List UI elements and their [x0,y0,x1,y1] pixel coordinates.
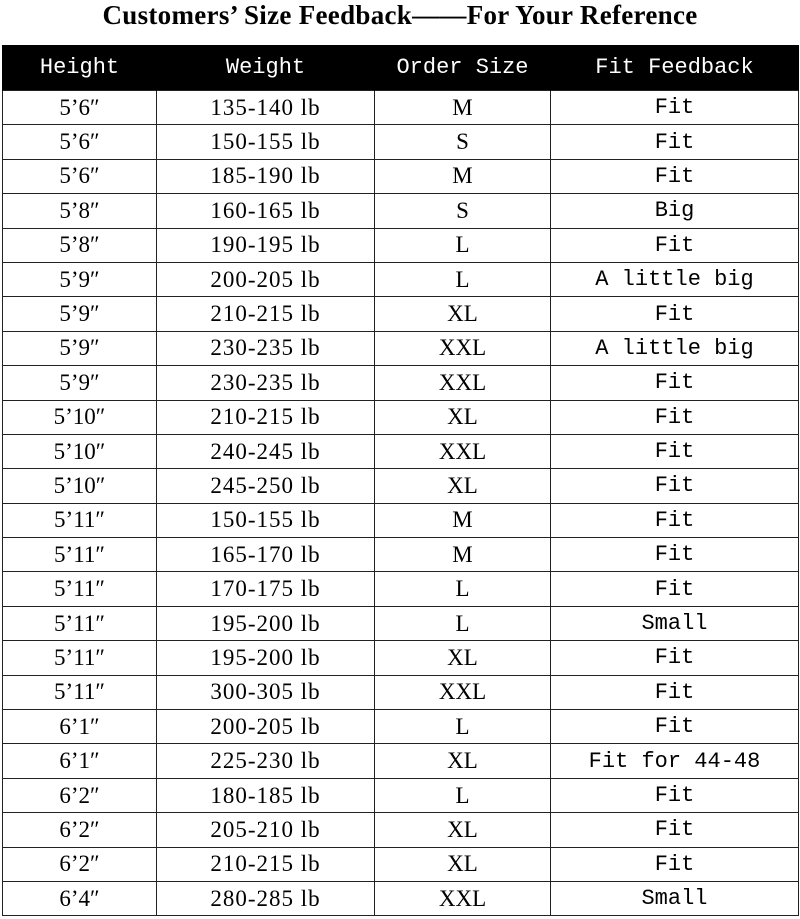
header-order-size: Order Size [375,45,551,91]
order-size-cell: L [375,606,551,640]
fit-feedback-cell: Fit [551,778,799,812]
height-cell: 5’9″ [3,366,157,400]
header-height: Height [3,45,157,91]
order-size-cell: M [375,538,551,572]
fit-feedback-cell: Fit [551,91,799,125]
weight-cell: 280-285 lb [157,881,375,915]
fit-feedback-cell: Fit [551,538,799,572]
order-size-cell: XL [375,813,551,847]
weight-cell: 225-230 lb [157,744,375,778]
height-cell: 5’6″ [3,159,157,193]
fit-feedback-cell: Fit [551,434,799,468]
height-cell: 5’8″ [3,194,157,228]
table-row [3,744,799,778]
height-cell: 5’10″ [3,434,157,468]
height-cell: 5’11″ [3,503,157,537]
table-row [3,538,799,572]
table-row [3,125,799,159]
fit-feedback-cell: Fit [551,125,799,159]
header-row [3,45,799,91]
order-size-cell: XL [375,744,551,778]
table-row [3,641,799,675]
order-size-cell: L [375,778,551,812]
order-size-cell: XXL [375,366,551,400]
table-row [3,400,799,434]
header-weight: Weight [157,45,375,91]
height-cell: 6’4″ [3,881,157,915]
fit-feedback-cell: Small [551,881,799,915]
height-cell: 6’2″ [3,778,157,812]
order-size-cell: L [375,262,551,296]
table-row [3,813,799,847]
weight-cell: 160-165 lb [157,194,375,228]
table-row [3,675,799,709]
table-row [3,847,799,881]
table-row [3,366,799,400]
table-header [3,45,799,91]
table-body [3,91,799,916]
fit-feedback-cell: Fit [551,469,799,503]
weight-cell: 185-190 lb [157,159,375,193]
page-title: Customers’ Size Feedback——For Your Reference [102,0,698,30]
height-cell: 5’6″ [3,125,157,159]
order-size-cell: XL [375,641,551,675]
weight-cell: 300-305 lb [157,675,375,709]
order-size-cell: M [375,159,551,193]
fit-feedback-cell: Fit [551,641,799,675]
height-cell: 5’10″ [3,469,157,503]
order-size-cell: M [375,91,551,125]
weight-cell: 195-200 lb [157,606,375,640]
weight-cell: 210-215 lb [157,400,375,434]
fit-feedback-cell: Small [551,606,799,640]
order-size-cell: L [375,228,551,262]
fit-feedback-cell: A little big [551,331,799,365]
table-row [3,606,799,640]
weight-cell: 135-140 lb [157,91,375,125]
table-row [3,159,799,193]
fit-feedback-cell: Fit [551,228,799,262]
fit-feedback-cell: Fit [551,813,799,847]
fit-feedback-cell: A little big [551,262,799,296]
height-cell: 6’1″ [3,744,157,778]
weight-cell: 200-205 lb [157,262,375,296]
order-size-cell: XXL [375,331,551,365]
weight-cell: 210-215 lb [157,847,375,881]
fit-feedback-cell: Fit [551,503,799,537]
weight-cell: 210-215 lb [157,297,375,331]
weight-cell: 230-235 lb [157,366,375,400]
height-cell: 5’8″ [3,228,157,262]
fit-feedback-cell: Fit for 44-48 [551,744,799,778]
height-cell: 5’6″ [3,91,157,125]
fit-feedback-cell: Fit [551,366,799,400]
table-row [3,778,799,812]
weight-cell: 165-170 lb [157,538,375,572]
fit-feedback-cell: Big [551,194,799,228]
table-row [3,434,799,468]
weight-cell: 205-210 lb [157,813,375,847]
table-row [3,91,799,125]
order-size-cell: XXL [375,434,551,468]
table-row [3,710,799,744]
table-row [3,262,799,296]
table-row [3,572,799,606]
height-cell: 5’11″ [3,538,157,572]
height-cell: 5’10″ [3,400,157,434]
weight-cell: 240-245 lb [157,434,375,468]
order-size-cell: S [375,194,551,228]
height-cell: 5’11″ [3,606,157,640]
table-row [3,469,799,503]
order-size-cell: XL [375,297,551,331]
height-cell: 5’11″ [3,572,157,606]
order-size-cell: XXL [375,675,551,709]
fit-feedback-cell: Fit [551,297,799,331]
order-size-cell: M [375,503,551,537]
order-size-cell: L [375,572,551,606]
height-cell: 6’2″ [3,847,157,881]
order-size-cell: L [375,710,551,744]
height-cell: 5’9″ [3,331,157,365]
order-size-cell: XL [375,847,551,881]
weight-cell: 180-185 lb [157,778,375,812]
weight-cell: 170-175 lb [157,572,375,606]
height-cell: 6’2″ [3,813,157,847]
header-fit-feedback: Fit Feedback [551,45,799,91]
size-feedback-table-wrapper [2,45,798,916]
height-cell: 6’1″ [3,710,157,744]
weight-cell: 150-155 lb [157,503,375,537]
weight-cell: 200-205 lb [157,710,375,744]
height-cell: 5’9″ [3,297,157,331]
height-cell: 5’11″ [3,641,157,675]
order-size-cell: S [375,125,551,159]
height-cell: 5’9″ [3,262,157,296]
size-feedback-table [2,45,799,916]
height-cell: 5’11″ [3,675,157,709]
table-row [3,228,799,262]
fit-feedback-cell: Fit [551,710,799,744]
order-size-cell: XL [375,400,551,434]
order-size-cell: XL [375,469,551,503]
fit-feedback-cell: Fit [551,675,799,709]
table-row [3,503,799,537]
table-row [3,194,799,228]
fit-feedback-cell: Fit [551,847,799,881]
order-size-cell: XXL [375,881,551,915]
weight-cell: 150-155 lb [157,125,375,159]
table-row [3,331,799,365]
table-row [3,297,799,331]
weight-cell: 230-235 lb [157,331,375,365]
fit-feedback-cell: Fit [551,572,799,606]
weight-cell: 195-200 lb [157,641,375,675]
fit-feedback-cell: Fit [551,159,799,193]
table-row [3,881,799,915]
weight-cell: 245-250 lb [157,469,375,503]
weight-cell: 190-195 lb [157,228,375,262]
fit-feedback-cell: Fit [551,400,799,434]
